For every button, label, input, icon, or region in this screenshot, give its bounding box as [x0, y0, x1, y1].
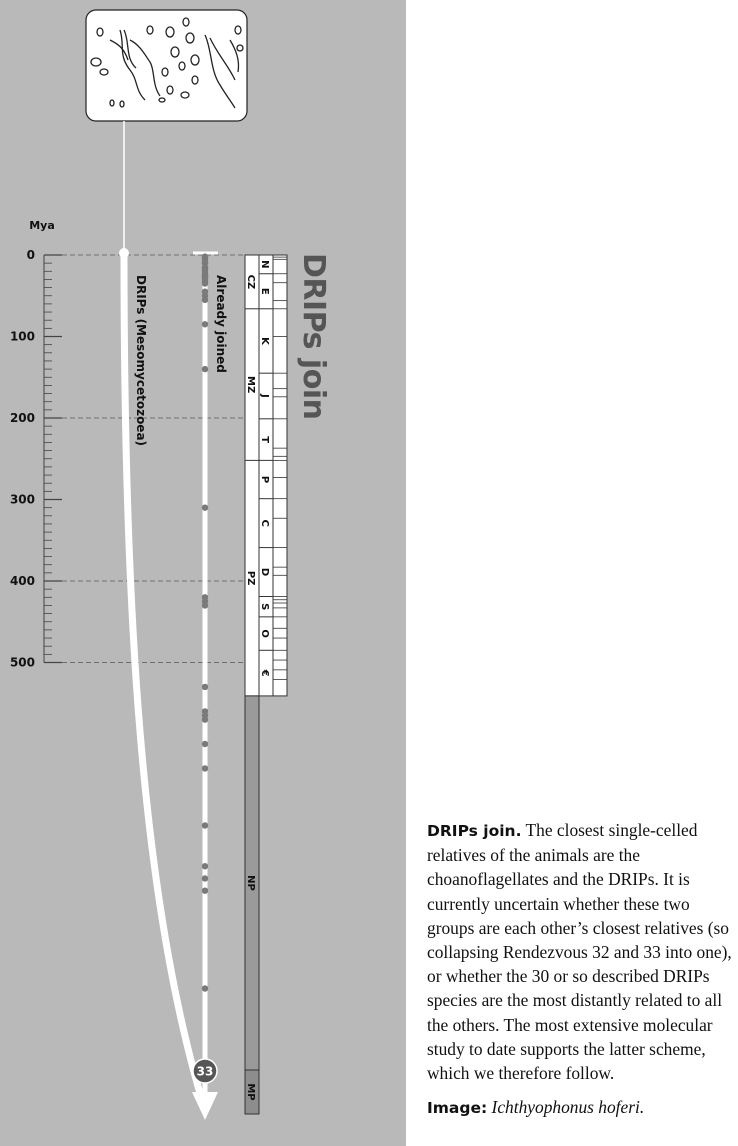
figure-title: DRIPs join [296, 253, 331, 420]
axis-tick-label: 500 [9, 655, 35, 670]
period-label: K [259, 337, 270, 345]
era-label: MZ [245, 375, 256, 394]
era-label: CZ [245, 274, 256, 290]
axis-tick-label: 200 [9, 411, 35, 425]
period-label: T [259, 436, 270, 444]
joined-species-dot [202, 366, 208, 372]
joined-species-dot [202, 888, 208, 894]
joined-species-dot [202, 602, 208, 608]
period-label: N [259, 260, 270, 269]
period-label: E [259, 287, 270, 295]
joined-species-dot [202, 504, 208, 510]
period-label: O [259, 629, 270, 638]
joined-species-dot [202, 863, 208, 869]
geologic-timescale [245, 255, 287, 1114]
eon-label: NP [245, 875, 256, 891]
axis-unit-label: Mya [29, 219, 55, 232]
period-label: S [259, 603, 270, 611]
period-label: D [259, 567, 270, 577]
joined-species-dot [202, 822, 208, 828]
rendezvous-number: 33 [196, 1064, 214, 1079]
axis-tick-label: 100 [9, 329, 35, 344]
period-label: J [259, 394, 270, 398]
joined-species-dot [202, 684, 208, 690]
caption-image-name: Ichthyophonus hoferi. [491, 1097, 645, 1118]
caption [427, 818, 732, 1120]
axis-tick-label: 400 [9, 574, 35, 588]
joined-lineage-label: Already joined [214, 275, 228, 373]
joined-species-dot [202, 765, 208, 771]
caption-body: The closest single-celled relatives of the animals are the choanoflagellates and the DRIPs. It is currently uncertain whether these two groups are each other’s closest relatives (so collapsing Rendezvous 32 and 33 into one), or whether the 30 or so described DRIPs species are the most distantly related to all the others. The most extensive molecular study to date supports the latter scheme, which we therefore follow. [427, 820, 732, 1084]
caption-image-label: Image: [427, 1099, 488, 1118]
period-label: P [259, 475, 270, 484]
axis-tick-label: 300 [9, 492, 35, 507]
joined-species-dot [202, 297, 208, 303]
caption-heading: DRIPs join. [427, 822, 522, 840]
lineage-arrowhead [192, 1092, 218, 1120]
joined-species-dot [202, 985, 208, 991]
caption-image-credit [427, 1095, 732, 1120]
era-label: PZ [245, 570, 256, 586]
specimen-illustration [86, 10, 247, 121]
joined-species-dot [202, 280, 208, 286]
caption-paragraph [427, 818, 732, 1085]
rendezvous-badge [193, 1059, 217, 1083]
eon-label: MP [245, 1083, 256, 1101]
drips-lineage-label: DRIPs (Mesomycetozoea) [134, 275, 148, 447]
joined-species-dot [202, 741, 208, 747]
period-label: € [259, 669, 270, 677]
joined-species-dot [202, 321, 208, 327]
axis-tick-label: 0 [26, 248, 35, 262]
joined-species-dot [202, 875, 208, 881]
period-label: C [259, 519, 270, 527]
drips-lineage-origin [119, 248, 129, 258]
joined-species-dot [202, 716, 208, 722]
